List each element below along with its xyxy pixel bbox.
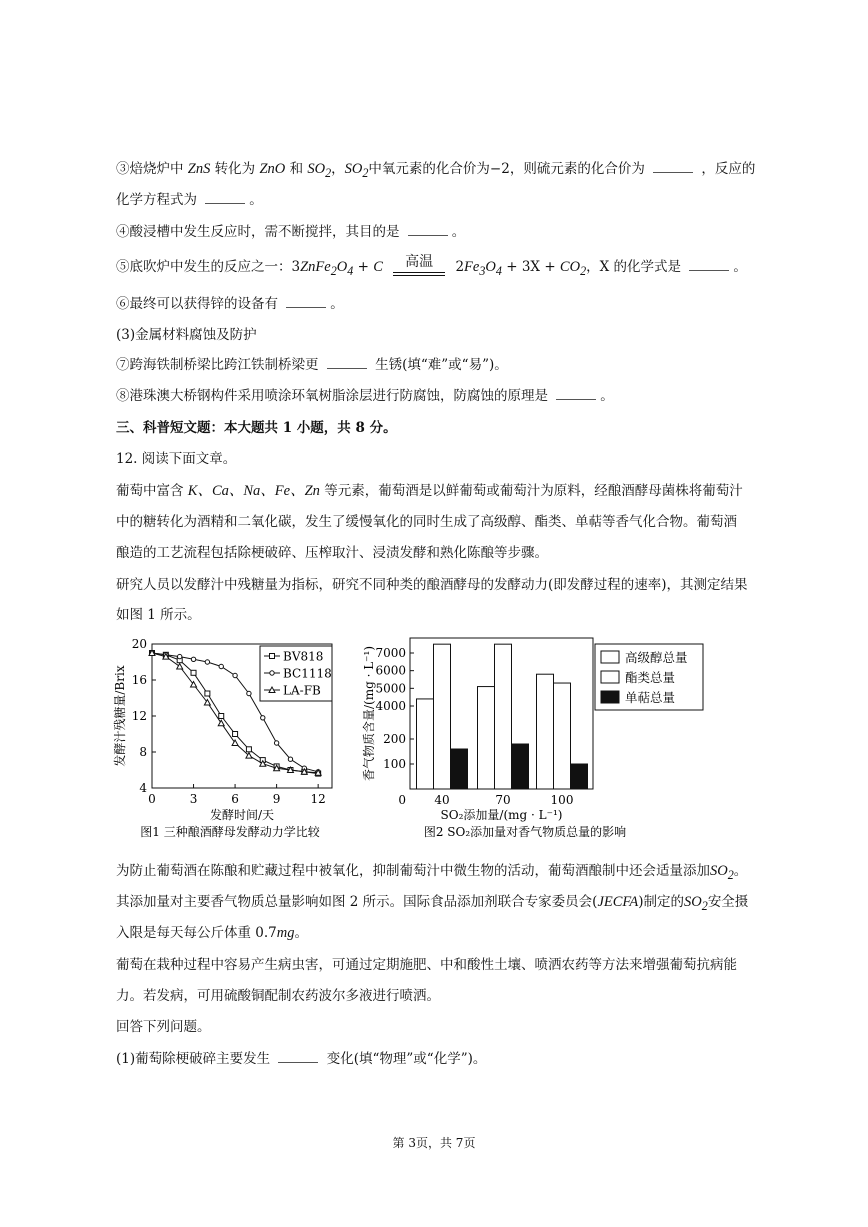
text: ，反应的 <box>701 161 756 177</box>
formula-znfe2o4: $ZnFe_2O_4$ <box>300 259 354 278</box>
answer-blank[interactable] <box>653 160 693 173</box>
x-tick-label: 40 <box>434 793 450 807</box>
text: 和 <box>289 161 304 177</box>
bar-单萜总量 <box>512 744 529 789</box>
formula-so2: $SO_2$ <box>684 894 708 913</box>
legend-label: 单萜总量 <box>625 690 676 705</box>
bar-高级醇总量 <box>478 687 495 789</box>
data-point <box>177 664 183 670</box>
question-8: ⑧港珠澳大桥钢构件采用喷涂环氧树脂涂层进行防腐蚀，防腐蚀的原理是 。 <box>116 388 614 404</box>
text: 葡萄中富含 <box>116 483 188 499</box>
bar-单萜总量 <box>451 749 468 789</box>
instruction: 回答下列问题。 <box>116 1019 211 1035</box>
y-axis-label: 香气物质含量/(mg · L⁻¹) <box>362 645 376 782</box>
answer-blank[interactable] <box>327 356 367 369</box>
legend-swatch <box>601 651 619 663</box>
legend-label: LA-FB <box>283 683 321 698</box>
text: 转化为 <box>214 161 256 177</box>
x-tick-label: 6 <box>231 792 239 806</box>
text: ⑦跨海铁制桥梁比跨江铁制桥梁更 <box>116 357 319 373</box>
legend-label: 酯类总量 <box>625 670 676 685</box>
question-12-title: 12. 阅读下面文章。 <box>116 451 237 467</box>
text: 生锈(填“难”或“易”)。 <box>375 357 508 373</box>
x-tick-label: 3 <box>189 792 198 806</box>
paragraph-3-line-3: 入限是每天每公斤体重 0.7mg。 <box>116 925 308 941</box>
data-point <box>219 714 224 719</box>
text: 2 <box>455 259 465 275</box>
data-point <box>191 670 196 675</box>
data-point <box>274 741 278 745</box>
answer-blank[interactable] <box>556 387 596 400</box>
x-tick-label: 9 <box>272 792 281 806</box>
text: ⑧港珠澳大桥钢构件采用喷涂环氧树脂涂层进行防腐蚀，防腐蚀的原理是 <box>116 388 548 404</box>
paragraph-2-line-2: 如图 1 所示。 <box>116 607 201 623</box>
paragraph-3-line-1: 为防止葡萄酒在陈酿和贮藏过程中被氧化，抑制葡萄汁中微生物的活动，葡萄酒酿制中还会适量添加$SO_2$。 <box>116 863 748 882</box>
legend-label: BV818 <box>283 649 324 664</box>
answer-blank[interactable] <box>408 223 448 236</box>
y-tick-label: 6000 <box>375 663 406 678</box>
question-1 <box>116 1050 486 1068</box>
text: + 3X + <box>506 259 560 275</box>
unit-mg: mg <box>276 925 295 941</box>
y-tick-label: 100 <box>383 757 406 771</box>
y-tick-label: 7000 <box>375 646 406 660</box>
data-point <box>205 660 209 664</box>
bar-单萜总量 <box>571 764 588 789</box>
reaction-arrow <box>393 253 445 277</box>
bar-酯类总量 <box>554 683 571 789</box>
answer-blank[interactable] <box>278 1050 318 1063</box>
x-axis-label: SO₂添加量/(mg · L⁻¹) <box>440 808 563 822</box>
paragraph-1-line-2: 中的糖转化为酒精和二氧化碳，发生了缓慢氧化的同时生成了高级醇、酯类、单萜等香气化合物。葡萄酒 <box>116 514 737 530</box>
y-tick-label: 4 <box>139 781 147 795</box>
y-tick-label: 12 <box>131 709 147 723</box>
x-tick-label: 100 <box>550 793 574 807</box>
text: 化学方程式为 <box>116 192 197 208</box>
data-point <box>233 732 238 737</box>
legend-marker <box>270 654 275 659</box>
formula-c: C <box>373 259 383 275</box>
legend-label: BC1118 <box>283 666 332 681</box>
formula-co2: $CO_2$ <box>559 259 587 278</box>
section-heading: 三、科普短文题：本大题共 1 小题，共 8 分。 <box>116 420 397 436</box>
paragraph-4-line-2: 力。若发病，可用硫酸铜配制农药波尔多液进行喷洒。 <box>116 988 440 1004</box>
section-3-subheading: (3)金属材料腐蚀及防护 <box>116 327 257 343</box>
data-point <box>177 654 181 658</box>
question-6: ⑥最终可以获得锌的设备有 。 <box>116 296 344 312</box>
figure-caption: 图2 SO₂添加量对香气物质总量的影响 <box>423 825 627 839</box>
x-tick-label: 0 <box>148 792 156 806</box>
formula-so2: $SO_2$ <box>710 863 734 882</box>
answer-blank[interactable] <box>689 258 729 271</box>
formula-zns: ZnS <box>187 161 211 177</box>
paragraph-4-line-1: 葡萄在栽种过程中容易产生病虫害，可通过定期施肥、中和酸性土壤、喷洒农药等方法来增强葡萄抗病能 <box>116 957 737 973</box>
legend-swatch <box>601 671 619 683</box>
question-5: ⑤底吹炉中发生的反应之一：$3ZnFe_2O_4 + C$ 高温 $2Fe_3O_4 + 3X + CO_2$，X 的化学式是 。 <box>116 253 747 278</box>
data-point <box>288 757 292 761</box>
data-point <box>246 747 251 752</box>
element-list: K、Ca、Na、Fe、Zn <box>187 483 320 499</box>
text: 变化(填“物理”或“化学”)。 <box>326 1051 487 1067</box>
text: 中氧元素的化合价为−2，则硫元素的化合价为 <box>368 161 645 177</box>
bar-酯类总量 <box>434 644 451 789</box>
data-point <box>191 657 195 661</box>
text: 入限是每天每公斤体重 0.7 <box>116 925 277 941</box>
abbr-jecfa: JECFA <box>597 894 639 910</box>
figure-1-line-chart <box>110 628 350 848</box>
data-point <box>218 720 224 726</box>
question-7 <box>116 356 508 374</box>
text: 其添加量对主要香气物质总量影响如图 2 所示。国际食品添加剂联合专家委员会( <box>116 894 598 910</box>
text: ⑥最终可以获得锌的设备有 <box>116 296 278 312</box>
formula-so2: $SO_2$ <box>307 161 332 180</box>
text: )制定的 <box>638 894 685 910</box>
data-point <box>219 664 223 668</box>
answer-blank[interactable] <box>286 295 326 308</box>
formula-zno: ZnO <box>259 161 286 177</box>
data-point <box>261 716 265 720</box>
data-point <box>205 691 210 696</box>
x-axis-label: 发酵时间/天 <box>209 808 275 822</box>
question-3-line-1: ③焙烧炉中 ZnS 转化为 ZnO 和 $SO_2$，$SO_2$中氧元素的化合价为−2，则硫元素的化合价为 ，反应的 <box>116 161 756 180</box>
reaction-condition: 高温 <box>405 253 434 270</box>
figure-caption: 图1 三种酿酒酵母发酵动力学比较 <box>140 825 320 839</box>
question-4: ④酸浸槽中发生反应时，需不断搅拌，其目的是 。 <box>116 224 466 240</box>
y-tick-label: 20 <box>131 637 147 651</box>
text: (1)葡萄除梗破碎主要发生 <box>116 1051 271 1067</box>
paragraph-1-line-3: 酿造的工艺流程包括除梗破碎、压榨取汁、浸渍发酵和熟化陈酿等步骤。 <box>116 545 548 561</box>
y-tick-label: 8 <box>139 745 147 759</box>
page-footer: 第 3页，共 7页 <box>392 1136 476 1150</box>
y-tick-label: 200 <box>383 732 406 746</box>
legend-swatch <box>601 691 619 703</box>
bar-高级醇总量 <box>417 699 434 789</box>
y-origin-label: 0 <box>398 793 406 807</box>
text: ，X 的化学式是 <box>586 259 682 275</box>
paragraph-3-line-2 <box>116 893 748 915</box>
text: 等元素，葡萄酒是以鲜葡萄或葡萄汁为原料，经酿酒酵母菌株将葡萄汁 <box>319 483 743 499</box>
paragraph-1-line-1 <box>116 482 743 500</box>
y-tick-label: 4000 <box>375 699 406 713</box>
text: 安全摄 <box>707 894 749 910</box>
text: ⑤底吹炉中发生的反应之一：3 <box>116 259 301 275</box>
x-tick-label: 12 <box>310 792 326 806</box>
text: ④酸浸槽中发生反应时，需不断搅拌，其目的是 <box>116 224 400 240</box>
y-tick-label: 5000 <box>375 681 406 696</box>
paragraph-2-line-1: 研究人员以发酵汁中残糖量为指标，研究不同种类的酿酒酵母的发酵动力(即发酵过程的速率)，其测定结果 <box>116 577 748 593</box>
text: ③焙烧炉中 <box>116 161 184 177</box>
x-tick-label: 70 <box>495 793 511 807</box>
bar-酯类总量 <box>495 644 512 789</box>
question-3-line-2: 化学方程式为 。 <box>116 192 263 208</box>
formula-fe3o4: $Fe_3O_4$ <box>464 259 502 278</box>
answer-blank[interactable] <box>205 191 245 204</box>
y-axis-label: 发酵汁残糖量/Brix <box>113 665 127 767</box>
text: + <box>357 259 374 275</box>
data-point <box>233 673 237 677</box>
legend-label: 高级醇总量 <box>625 650 688 665</box>
figure-2-bar-chart <box>355 628 710 848</box>
legend-marker <box>270 671 274 675</box>
y-tick-label: 16 <box>131 673 147 687</box>
formula-so2: $SO_2$ <box>344 161 369 180</box>
text: 为防止葡萄酒在陈酿和贮藏过程中被氧化，抑制葡萄汁中微生物的活动，葡萄酒酿制中还会适量添加 <box>116 863 710 879</box>
data-point <box>247 691 251 695</box>
bar-高级醇总量 <box>537 674 554 789</box>
